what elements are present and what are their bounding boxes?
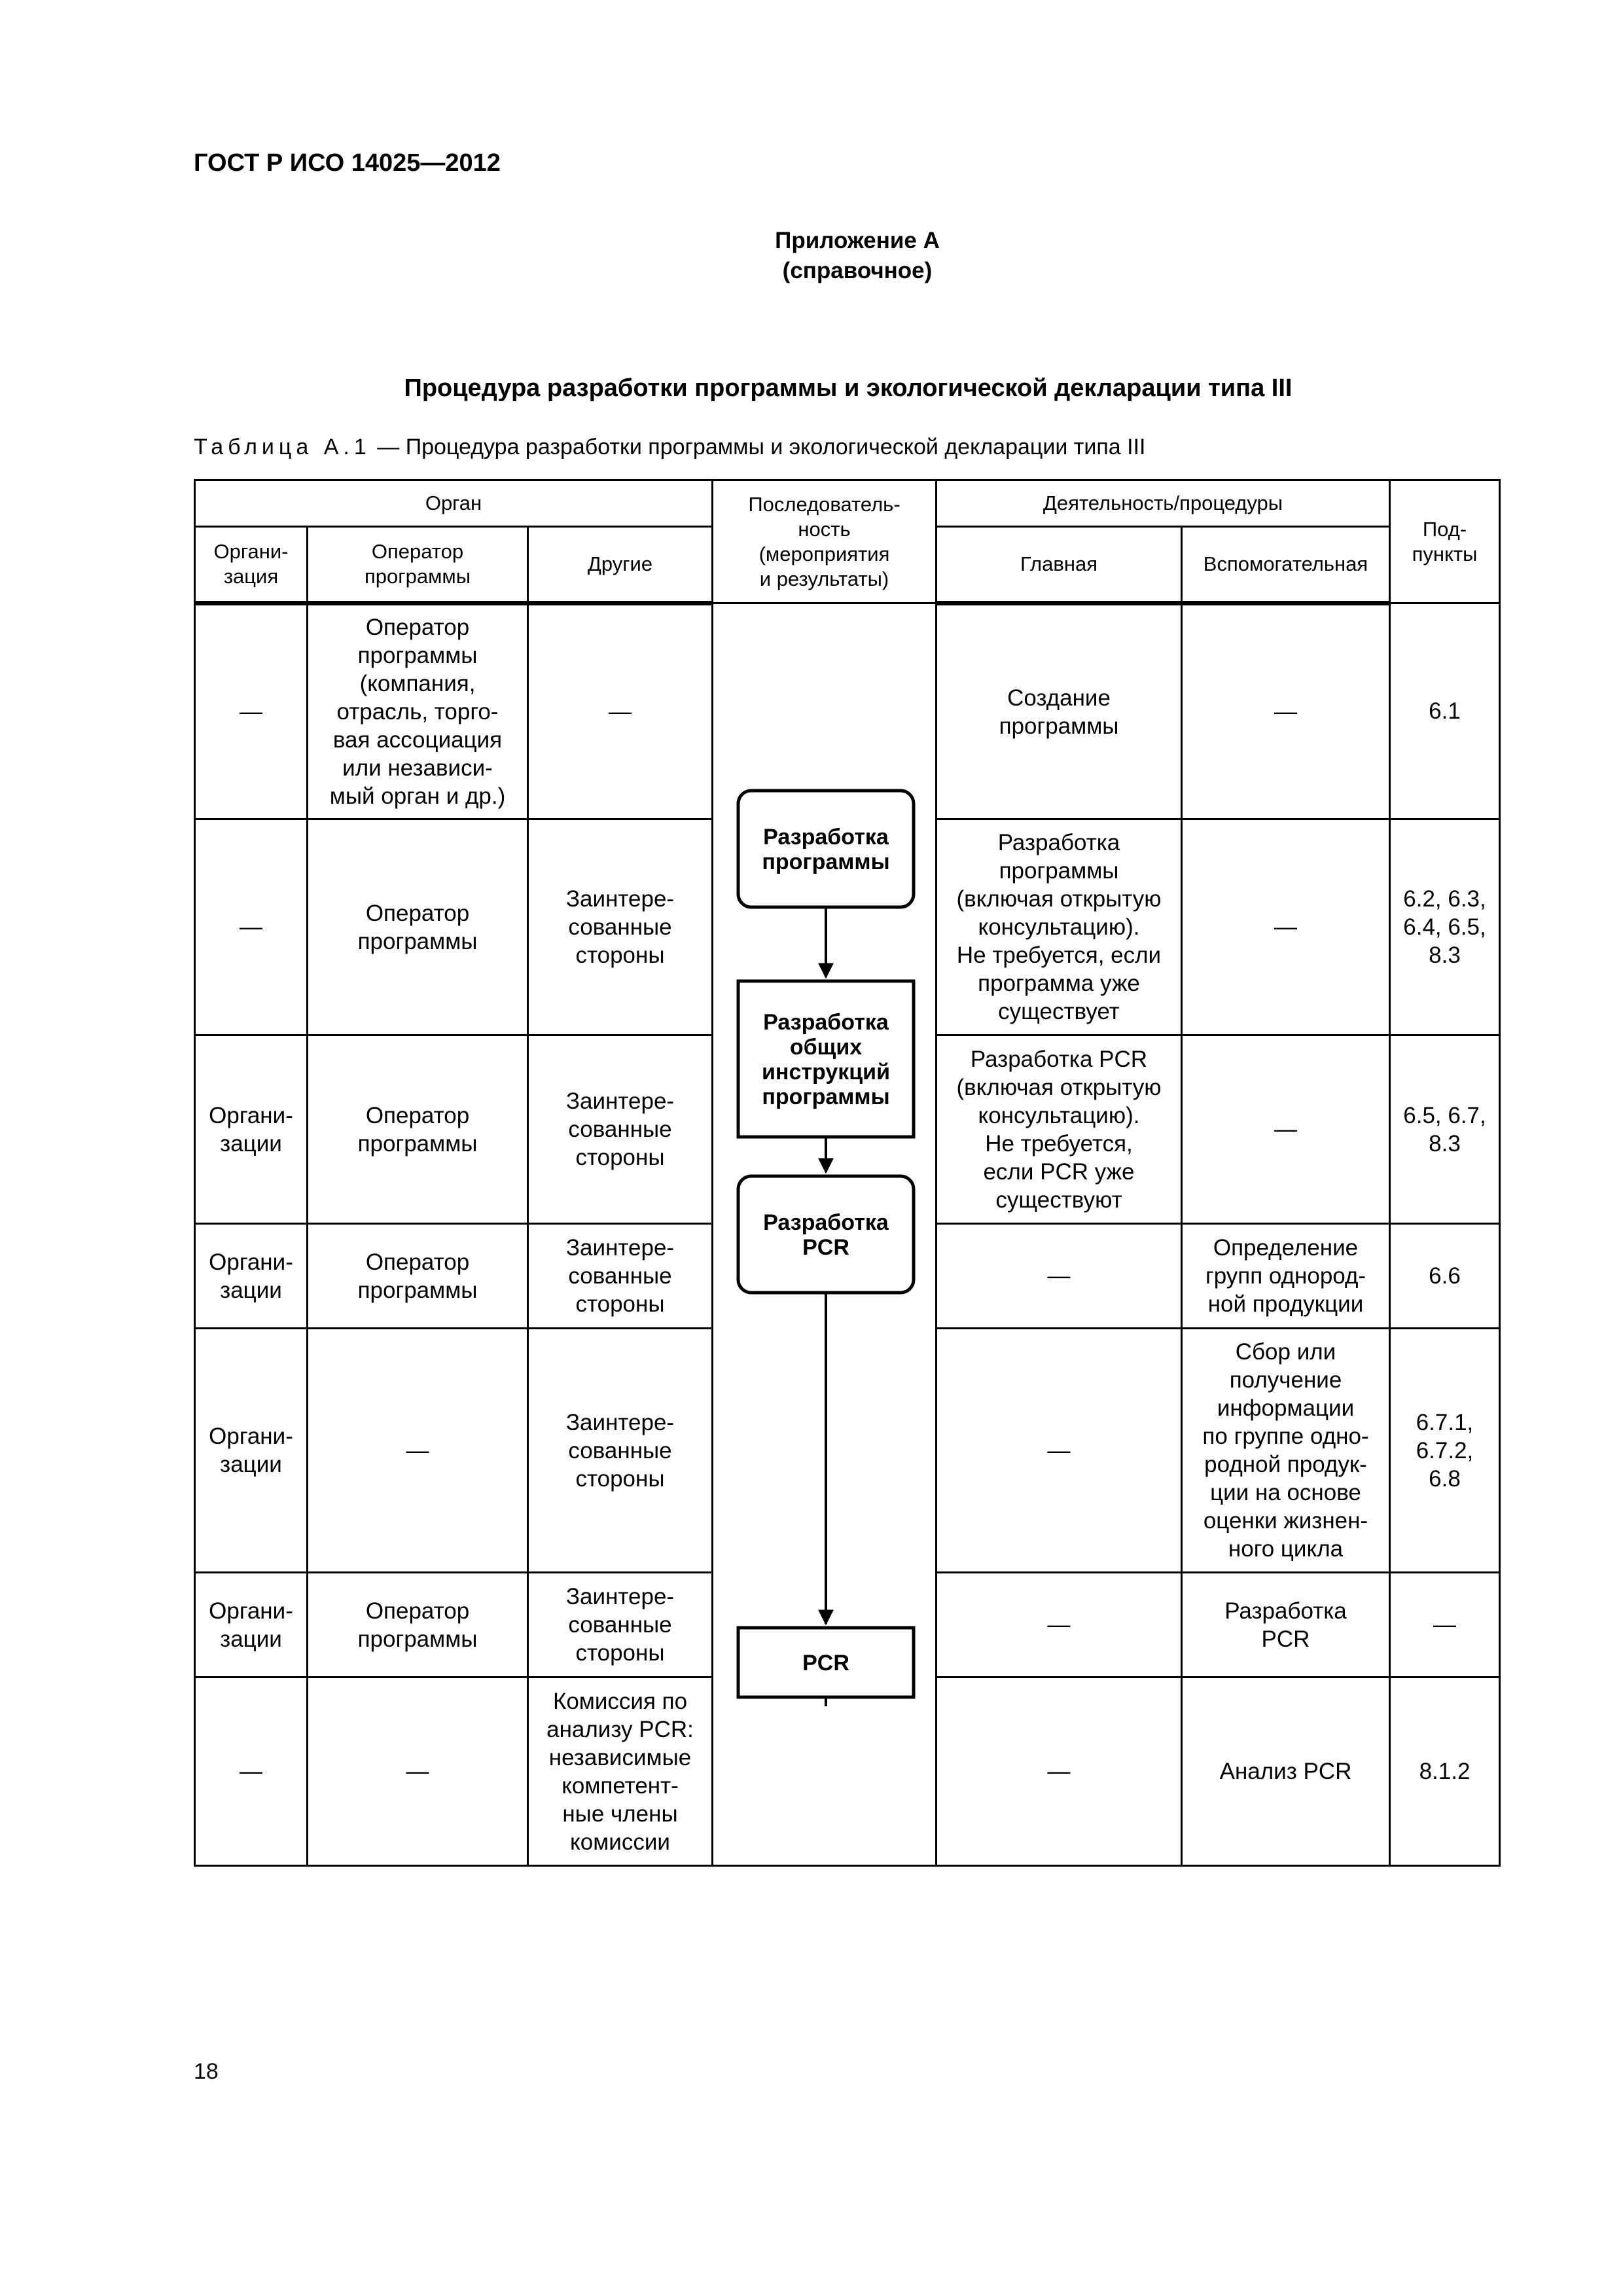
- cell-others: Заинтере- сованные стороны: [528, 1329, 713, 1573]
- cell-main-activity: —: [936, 1224, 1182, 1329]
- header-organ: Орган: [195, 480, 713, 527]
- cell-auxiliary-activity: —: [1182, 603, 1390, 819]
- cell-subclauses: 6.5, 6.7, 8.3: [1390, 1035, 1500, 1224]
- flow-box-label-program-development: Разработка программы: [762, 825, 890, 874]
- flow-box-label-pcr: PCR: [802, 1651, 849, 1676]
- cell-auxiliary-activity: Разработка PCR: [1182, 1573, 1390, 1677]
- cell-subclauses: 6.6: [1390, 1224, 1500, 1329]
- table-caption: [194, 435, 1145, 460]
- cell-main-activity: —: [936, 1573, 1182, 1677]
- cell-others: Комиссия по анализу PCR: независимые компетент- ные члены комиссии: [528, 1677, 713, 1866]
- cell-program-operator: Оператор программы: [308, 819, 528, 1035]
- standard-header: ГОСТ Р ИСО 14025—2012: [194, 149, 501, 177]
- cell-organization: —: [195, 603, 308, 819]
- cell-others: Заинтере- сованные стороны: [528, 1224, 713, 1329]
- cell-subclauses: 8.1.2: [1390, 1677, 1500, 1866]
- header-program-operator: Оператор программы: [308, 527, 528, 603]
- cell-program-operator: —: [308, 1329, 528, 1573]
- cell-others: Заинтере- сованные стороны: [528, 1035, 713, 1224]
- cell-program-operator: Оператор программы: [308, 1573, 528, 1677]
- appendix-label: Приложение А: [775, 228, 940, 253]
- header-others: Другие: [528, 527, 713, 603]
- header-sequence: Последователь- ность (мероприятия и результаты): [713, 480, 936, 603]
- cell-subclauses: —: [1390, 1573, 1500, 1677]
- cell-main-activity: —: [936, 1677, 1182, 1866]
- cell-auxiliary-activity: Анализ PCR: [1182, 1677, 1390, 1866]
- cell-organization: —: [195, 819, 308, 1035]
- flowchart: [713, 604, 937, 1874]
- cell-program-operator: Оператор программы: [308, 1035, 528, 1224]
- flow-box-label-general-instructions: Разработка общих инструкций программы: [762, 1010, 890, 1109]
- page-number: 18: [194, 2059, 219, 2084]
- header-activities: Деятельность/процедуры: [936, 480, 1390, 527]
- cell-main-activity: Создание программы: [936, 603, 1182, 819]
- cell-others: Заинтере- сованные стороны: [528, 1573, 713, 1677]
- table-caption-label: Таблица А.1: [194, 435, 371, 459]
- cell-others: Заинтере- сованные стороны: [528, 819, 713, 1035]
- cell-main-activity: Разработка программы (включая открытую консультацию). Не требуется, если программа уже существует: [936, 819, 1182, 1035]
- cell-auxiliary-activity: —: [1182, 1035, 1390, 1224]
- cell-subclauses: 6.7.1, 6.7.2, 6.8: [1390, 1329, 1500, 1573]
- header-auxiliary: Вспомогательная: [1182, 527, 1390, 603]
- sequence-flowchart-cell: [713, 603, 936, 1866]
- cell-program-operator: Оператор программы: [308, 1224, 528, 1329]
- cell-auxiliary-activity: —: [1182, 819, 1390, 1035]
- cell-subclauses: 6.1: [1390, 603, 1500, 819]
- cell-others: —: [528, 603, 713, 819]
- cell-organization: Органи- зации: [195, 1329, 308, 1573]
- cell-main-activity: Разработка PCR (включая открытую консультацию). Не требуется, если PCR уже существуют: [936, 1035, 1182, 1224]
- cell-program-operator: Оператор программы (компания, отрасль, торго- вая ассоциация или независи- мый орган и др.): [308, 603, 528, 819]
- cell-auxiliary-activity: Определение групп однород- ной продукции: [1182, 1224, 1390, 1329]
- cell-organization: Органи- зации: [195, 1573, 308, 1677]
- header-row-1: [195, 480, 1500, 527]
- table-row: [195, 603, 1500, 819]
- header-organizations: Органи- зация: [195, 527, 308, 603]
- cell-organization: —: [195, 1677, 308, 1866]
- cell-organization: Органи- зации: [195, 1035, 308, 1224]
- header-subclauses: Под- пункты: [1390, 480, 1500, 603]
- section-title: Процедура разработки программы и экологической декларации типа III: [404, 374, 1293, 402]
- cell-auxiliary-activity: Сбор или получение информации по группе одно- родной продук- ции на основе оценки жизнен- ного цикла: [1182, 1329, 1390, 1573]
- cell-subclauses: 6.2, 6.3, 6.4, 6.5, 8.3: [1390, 819, 1500, 1035]
- flow-box-label-pcr-development: Разработка PCR: [763, 1210, 889, 1260]
- header-main: Главная: [936, 527, 1182, 603]
- table-caption-text: — Процедура разработки программы и экологической декларации типа III: [370, 435, 1146, 459]
- cell-main-activity: —: [936, 1329, 1182, 1573]
- appendix-heading: [654, 226, 1060, 286]
- procedure-table: [194, 479, 1501, 1867]
- appendix-type: (справочное): [782, 258, 933, 283]
- cell-organization: Органи- зации: [195, 1224, 308, 1329]
- cell-program-operator: —: [308, 1677, 528, 1866]
